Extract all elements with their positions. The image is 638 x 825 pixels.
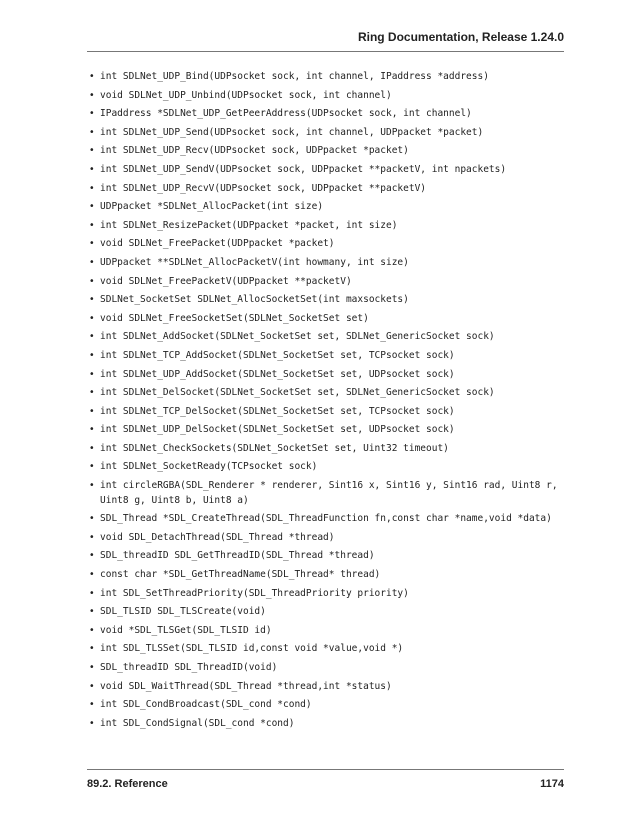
function-signature: void SDLNet_UDP_Unbind(UDPsocket sock, int channel) xyxy=(100,89,392,101)
bullet-icon: • xyxy=(89,219,95,231)
bullet-icon: • xyxy=(89,643,95,655)
function-signature: int SDLNet_UDP_DelSocket(SDLNet_SocketSet set, UDPsocket sock) xyxy=(100,424,455,436)
function-signature: const char *SDL_GetThreadName(SDL_Thread* thread) xyxy=(100,569,381,581)
function-signature: int SDLNet_AddSocket(SDLNet_SocketSet set, SDLNet_GenericSocket sock) xyxy=(100,331,495,343)
list-item xyxy=(87,200,567,215)
function-signature: int SDL_CondBroadcast(SDL_cond *cond) xyxy=(100,699,312,711)
function-signature: int SDLNet_UDP_RecvV(UDPsocket sock, UDPpacket **packetV) xyxy=(100,182,427,194)
list-item xyxy=(87,107,567,122)
list-item xyxy=(87,531,567,546)
bullet-icon: • xyxy=(89,606,95,618)
list-item xyxy=(87,717,567,732)
bullet-icon: • xyxy=(89,624,95,636)
list-item xyxy=(87,237,567,252)
bullet-icon: • xyxy=(89,662,95,673)
function-signature: UDPpacket **SDLNet_AllocPacketV(int howmany, int size) xyxy=(100,256,409,268)
function-signature: int SDL_SetThreadPriority(SDL_ThreadPriority priority) xyxy=(100,587,409,599)
bullet-icon: • xyxy=(89,480,95,492)
function-signature: SDL_Thread *SDL_CreateThread(SDL_ThreadFunction fn,const char *name,void *data) xyxy=(100,513,552,525)
list-item xyxy=(87,423,567,438)
bullet-icon: • xyxy=(89,699,95,711)
bullet-icon: • xyxy=(89,238,95,250)
bullet-icon: • xyxy=(89,587,95,599)
function-signature: int SDLNet_TCP_AddSocket(SDLNet_SocketSet set, TCPsocket sock) xyxy=(100,349,455,361)
function-signature: void *SDL_TLSGet(SDL_TLSID id) xyxy=(100,624,272,636)
list-item xyxy=(87,512,567,527)
list-item xyxy=(87,568,567,583)
list-item xyxy=(87,642,567,657)
function-signature: int SDL_CondSignal(SDL_cond *cond) xyxy=(100,717,295,729)
list-item xyxy=(87,442,567,457)
list-item xyxy=(87,624,567,639)
bullet-icon: • xyxy=(89,294,95,306)
bullet-icon: • xyxy=(89,368,95,380)
bullet-icon: • xyxy=(89,163,95,175)
function-signature: SDL_threadID SDL_GetThreadID(SDL_Thread *thread) xyxy=(100,550,375,562)
bullet-icon: • xyxy=(89,550,95,562)
function-signature: int SDLNet_UDP_Recv(UDPsocket sock, UDPpacket *packet) xyxy=(100,145,409,157)
bullet-icon: • xyxy=(89,331,95,343)
header-rule xyxy=(87,51,564,52)
bullet-icon: • xyxy=(89,145,95,157)
list-item xyxy=(87,587,567,602)
function-signature: void SDL_DetachThread(SDL_Thread *thread) xyxy=(100,531,335,543)
function-signature: int SDLNet_CheckSockets(SDLNet_SocketSet set, Uint32 timeout) xyxy=(100,442,449,454)
function-signature: int SDLNet_SocketReady(TCPsocket sock) xyxy=(100,461,318,473)
list-item xyxy=(87,661,567,676)
list-item xyxy=(87,479,567,508)
bullet-icon: • xyxy=(89,461,95,473)
function-signature: void SDLNet_FreeSocketSet(SDLNet_SocketSet set) xyxy=(100,312,369,324)
list-item xyxy=(87,698,567,713)
bullet-icon: • xyxy=(89,89,95,101)
bullet-icon: • xyxy=(89,126,95,138)
list-item xyxy=(87,605,567,620)
list-item xyxy=(87,70,567,85)
page-number: 1174 xyxy=(540,778,564,790)
function-signature: void SDLNet_FreePacket(UDPpacket *packet) xyxy=(100,238,335,250)
bullet-icon: • xyxy=(89,182,95,194)
list-item xyxy=(87,349,567,364)
list-item xyxy=(87,275,567,290)
function-signature: int SDLNet_DelSocket(SDLNet_SocketSet set, SDLNet_GenericSocket sock) xyxy=(100,387,495,399)
list-item xyxy=(87,163,567,178)
function-signature: SDL_TLSID SDL_TLSCreate(void) xyxy=(100,606,266,618)
bullet-icon: • xyxy=(89,680,95,692)
bullet-icon: • xyxy=(89,108,95,120)
list-item xyxy=(87,219,567,234)
list-item xyxy=(87,386,567,401)
list-item xyxy=(87,126,567,141)
list-item xyxy=(87,680,567,695)
function-signature: int SDLNet_ResizePacket(UDPpacket *packet, int size) xyxy=(100,219,398,231)
bullet-icon: • xyxy=(89,531,95,543)
function-signature: int SDL_TLSSet(SDL_TLSID id,const void *value,void *) xyxy=(100,643,404,655)
bullet-icon: • xyxy=(89,513,95,525)
bullet-icon: • xyxy=(89,717,95,729)
function-signature: int circleRGBA(SDL_Renderer * renderer, Sint16 x, Sint16 y, Sint16 rad, Uint8 r, Uint8 g, Uint8 b, Uint8 a) xyxy=(100,480,558,506)
list-item xyxy=(87,368,567,383)
list-item xyxy=(87,89,567,104)
list-item xyxy=(87,405,567,420)
function-signature: void SDLNet_FreePacketV(UDPpacket **packetV) xyxy=(100,275,352,287)
list-item xyxy=(87,549,567,564)
function-signature: void SDL_WaitThread(SDL_Thread *thread,int *status) xyxy=(100,680,392,692)
list-item xyxy=(87,144,567,159)
function-signature: int SDLNet_TCP_DelSocket(SDLNet_SocketSet set, TCPsocket sock) xyxy=(100,405,455,417)
function-signature: int SDLNet_UDP_SendV(UDPsocket sock, UDPpacket **packetV, int npackets) xyxy=(100,163,507,175)
function-signature: int SDLNet_UDP_Bind(UDPsocket sock, int channel, IPaddress *address) xyxy=(100,71,489,82)
function-signature: SDL_threadID SDL_ThreadID(void) xyxy=(100,662,278,673)
footer-section: 89.2. Reference xyxy=(87,778,168,790)
list-item xyxy=(87,293,567,308)
function-signature: SDLNet_SocketSet SDLNet_AllocSocketSet(int maxsockets) xyxy=(100,294,409,306)
running-header: Ring Documentation, Release 1.24.0 xyxy=(357,30,564,44)
bullet-icon: • xyxy=(89,201,95,213)
bullet-icon: • xyxy=(89,387,95,399)
footer-rule xyxy=(87,769,564,770)
bullet-icon: • xyxy=(89,71,95,82)
function-signature: IPaddress *SDLNet_UDP_GetPeerAddress(UDPsocket sock, int channel) xyxy=(100,108,472,120)
list-item xyxy=(87,182,567,197)
list-item xyxy=(87,330,567,345)
bullet-icon: • xyxy=(89,256,95,268)
list-item xyxy=(87,460,567,475)
list-item xyxy=(87,256,567,271)
list-item xyxy=(87,312,567,327)
function-signature: int SDLNet_UDP_AddSocket(SDLNet_SocketSet set, UDPsocket sock) xyxy=(100,368,455,380)
bullet-icon: • xyxy=(89,405,95,417)
bullet-icon: • xyxy=(89,569,95,581)
bullet-icon: • xyxy=(89,275,95,287)
function-signature: int SDLNet_UDP_Send(UDPsocket sock, int channel, UDPpacket *packet) xyxy=(100,126,484,138)
bullet-icon: • xyxy=(89,312,95,324)
bullet-icon: • xyxy=(89,424,95,436)
function-signature: UDPpacket *SDLNet_AllocPacket(int size) xyxy=(100,201,324,213)
bullet-icon: • xyxy=(89,442,95,454)
function-list xyxy=(87,70,567,735)
bullet-icon: • xyxy=(89,349,95,361)
